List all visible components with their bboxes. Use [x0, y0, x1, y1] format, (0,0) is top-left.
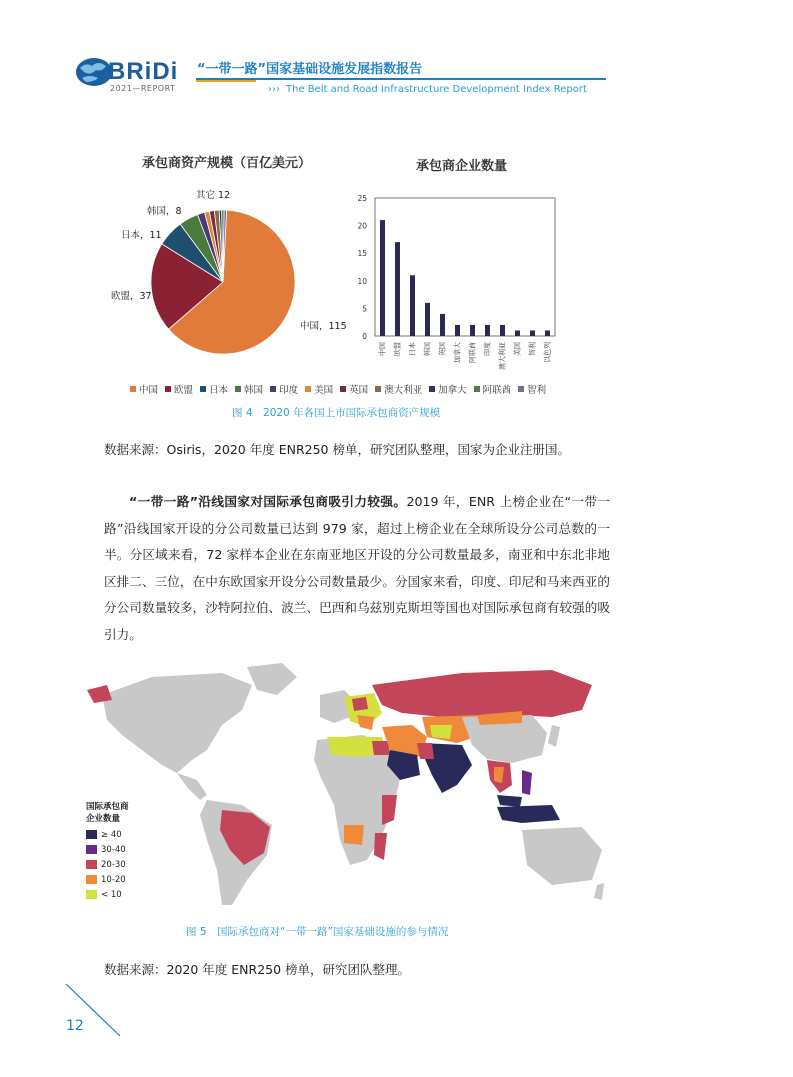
bar-11	[545, 330, 550, 336]
source-note-1: 数据来源：Osiris，2020 年度 ENR250 榜单，研究团队整理，国家为企业注册国。	[104, 442, 570, 457]
map-legend-item	[86, 872, 129, 887]
source-note-2: 数据来源：2020 年度 ENR250 榜单，研究团队整理。	[104, 962, 411, 977]
legend-item	[429, 382, 467, 396]
y-tick-label: 20	[357, 221, 367, 231]
map-legend-label: ≥ 40	[101, 829, 122, 840]
bar-8	[500, 325, 505, 336]
legend-swatch	[165, 386, 171, 392]
x-tick-label: 以色列	[543, 342, 552, 363]
map-legend-label: 20-30	[101, 859, 126, 870]
legend-label: 美国	[314, 385, 334, 396]
legend-label: 阿联酋	[482, 385, 512, 396]
map-legend	[86, 800, 129, 902]
bar-9	[515, 330, 520, 336]
pie-label-japan: 日本，11	[121, 230, 162, 241]
map-egypt	[372, 741, 390, 755]
x-tick-label: 欧盟	[393, 342, 402, 356]
x-tick-label: 澳大利亚	[498, 342, 507, 370]
world-map	[82, 655, 612, 913]
bar-7	[485, 325, 490, 336]
pie-chart	[140, 195, 310, 360]
pie-label-china: 中国，115	[300, 321, 347, 332]
legend-label: 澳大利亚	[384, 385, 423, 396]
x-tick-label: 日本	[408, 342, 417, 356]
map-uzbekistan	[430, 725, 452, 739]
bar-10	[530, 330, 535, 336]
legend-item	[474, 382, 512, 396]
pie-label-eu: 欧盟，37	[111, 291, 152, 302]
bar-chart-title: 承包商企业数量	[416, 159, 508, 174]
map-indonesia	[497, 805, 560, 823]
bar-4	[440, 314, 445, 336]
logo-text: BRiDi	[108, 58, 179, 85]
figure4-caption: 图 4 2020 年各国上市国际承包商资产规模	[232, 407, 441, 419]
bar-0	[380, 220, 385, 336]
legend-item	[235, 382, 263, 396]
bar-chart-frame	[375, 198, 555, 336]
legend-item	[340, 382, 368, 396]
y-tick-label: 0	[362, 332, 367, 341]
legend-swatch	[235, 386, 241, 392]
pie-label-other: 其它 12	[196, 190, 231, 201]
pie-chart-title: 承包商资产规模（百亿美元）	[142, 156, 312, 171]
legend-swatch	[429, 386, 435, 392]
figure5-caption: 图 5 国际承包商对“一带一路”国家基础设施的参与情况	[186, 926, 449, 938]
x-tick-label: 韩国	[423, 342, 432, 356]
y-tick-label: 5	[362, 304, 367, 314]
legend-label: 欧盟	[174, 385, 194, 396]
legend-swatch	[375, 386, 381, 392]
report-title-en: The Belt and Road Infrastructure Development Index Report	[286, 84, 587, 95]
legend-swatch	[130, 386, 136, 392]
pie-legend	[130, 382, 546, 396]
x-tick-label: 智利	[528, 342, 537, 356]
legend-swatch	[340, 386, 346, 392]
map-legend-swatch	[86, 875, 97, 884]
y-tick-label: 10	[357, 276, 367, 286]
legend-label: 加拿大	[438, 385, 467, 396]
legend-item	[375, 382, 422, 396]
legend-item	[200, 382, 228, 396]
x-tick-label: 中国	[378, 342, 387, 356]
legend-item	[305, 382, 333, 396]
y-tick-label: 25	[357, 194, 367, 203]
x-tick-label: 加拿大	[453, 342, 462, 363]
map-legend-item	[86, 827, 129, 842]
legend-swatch	[270, 386, 276, 392]
x-tick-label: 印度	[483, 342, 492, 356]
map-legend-label: 10-20	[101, 874, 126, 885]
x-tick-label: 英国	[438, 342, 447, 356]
bar-5	[455, 325, 460, 336]
map-legend-label: < 10	[101, 889, 122, 900]
legend-item	[270, 382, 298, 396]
legend-label: 日本	[209, 385, 229, 396]
legend-swatch	[518, 386, 524, 392]
pie-label-korea: 韩国，8	[147, 206, 182, 217]
legend-label: 智利	[527, 385, 547, 396]
paragraph-lead: “一带一路”沿线国家对国际承包商吸引力较强。	[129, 494, 407, 509]
map-legend-swatch	[86, 860, 97, 869]
paragraph-body: 2019 年，ENR 上榜企业在“一带一路”沿线国家开设的分公司数量已达到 979 家，超过上榜企业在全球所设分公司总数的一半。分区域来看，72 家样本企业在东南亚地区开设的分公司数量最多，南亚和中东北非地区排二、三位，在中东欧国家开设分公司数量最少。分国家来看，印度、印尼和马来西亚的分公司数量较多，沙特阿拉伯、波兰、巴西和乌兹别克斯坦等国也对国际承包商有较强的吸引力。	[104, 494, 610, 642]
legend-item	[130, 382, 158, 396]
map-legend-item	[86, 887, 129, 902]
legend-label: 中国	[139, 385, 159, 396]
bar-chart	[345, 188, 565, 373]
header-divider-accent	[196, 80, 256, 82]
map-legend-title-2: 企业数量	[86, 814, 121, 824]
body-paragraph	[104, 489, 610, 648]
map-legend-title-1: 国际承包商	[86, 802, 129, 812]
legend-item	[165, 382, 193, 396]
legend-label: 英国	[349, 385, 369, 396]
map-poland	[352, 697, 368, 711]
map-legend-swatch	[86, 890, 97, 899]
map-legend-label: 30-40	[101, 844, 126, 855]
header-divider	[196, 78, 606, 80]
legend-label: 韩国	[244, 385, 264, 396]
bar-6	[470, 325, 475, 336]
bar-3	[425, 303, 430, 336]
bar-2	[410, 275, 415, 336]
legend-swatch	[305, 386, 311, 392]
map-legend-swatch	[86, 830, 97, 839]
page-number: 12	[66, 1018, 84, 1034]
x-tick-label: 美国	[513, 342, 522, 356]
map-angola	[344, 825, 364, 845]
y-tick-label: 15	[357, 249, 367, 259]
map-legend-item	[86, 842, 129, 857]
legend-swatch	[200, 386, 206, 392]
logo-subtitle: 2021—REPORT	[110, 84, 176, 93]
legend-item	[518, 382, 546, 396]
x-tick-label: 阿联酋	[468, 342, 477, 363]
legend-label: 印度	[279, 385, 299, 396]
legend-swatch	[474, 386, 480, 392]
bar-1	[395, 242, 400, 336]
arrows-icon: ›››	[268, 84, 280, 95]
map-legend-swatch	[86, 845, 97, 854]
map-legend-item	[86, 857, 129, 872]
report-title-cn: “一带一路”国家基础设施发展指数报告	[197, 62, 423, 77]
